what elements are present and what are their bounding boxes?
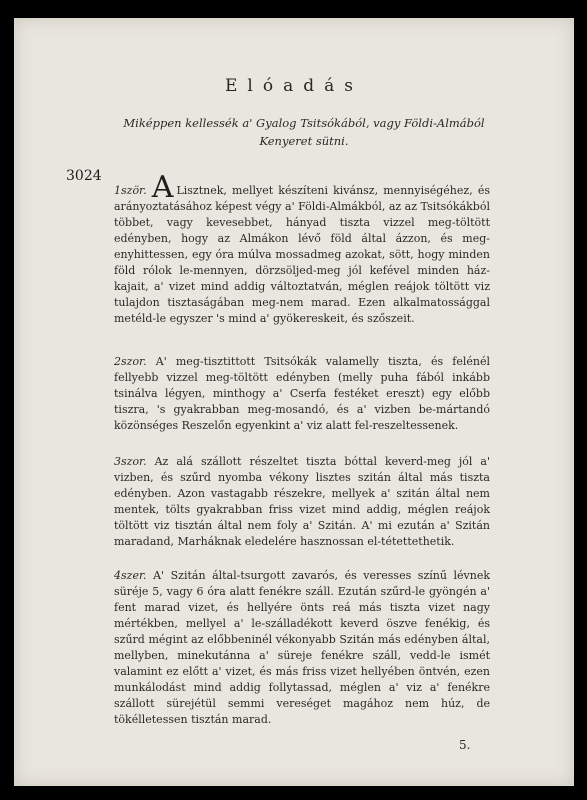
document-title: Elóadás [225,76,363,96]
paragraph-4 [114,568,490,728]
document-page [14,18,574,786]
paragraph-text: Az alá szállott részeltet tiszta bóttal keverd-meg jól a' vizben, és szűrd nyomba vékony lisztes szitán által más tiszta edényben. Azon vastagabb részekre, mellyek a' szitán által nem mentek, tölts gyakrabban friss vizet mind addig, méglen reájok töltött viz tisztán által nem foly a' Szitán. A' mi ezután a' Szitán maradand, Marháknak eledelére hasznossan el-tétettethetik. [114,455,490,548]
paragraph-label: 1ször. [114,184,147,197]
paragraph-text: Lisztnek, mellyet készíteni kivánsz, mennyiségéhez, és arányoztatásához képest végy a' Földi-Almákból, az az Tsitsókákból többet, vagy kevesebbet, hányad tiszta vizzel meg-töltött edényben, hogy az Almákon lévő föld által ázzon, és meg-enyhittessen, egy óra múlva mossadmeg azokat, sött, hogy minden föld rólok le-mennyen, dörzsöljed-meg jól kefével minden ház-kajait, a' vizet mind addig változtatván, méglen reájok töltött viz tulajdon tisztaságában meg-nem marad. Ezen alkalmatossággal metéld-le egyszer 's mind a' gyökereskeit, és szőszeit. [114,184,490,325]
paragraph-text: A' meg-tisztittott Tsitsókák valamelly tiszta, és felénél fellyebb vizzel meg-töltött edényben (melly puha fából inkább tsinálva légyen, minthogy a' Cserfa festéket ereszt) egy előbb tiszra, 's gyakrabban meg-mosandó, és a' vizben be-mártandó közönséges Reszelőn egyenkint a' viz alatt fel-reszeltessenek. [114,355,490,432]
handwritten-page-number: 3024 [66,168,102,184]
paragraph-label: 3szor. [114,455,147,468]
paragraph-3 [114,454,490,550]
signature-mark: 5. [459,738,471,752]
paragraph-text: A' Szitán által-tsurgott zavarós, és veresses színű lévnek süréje 5, vagy 6 óra alatt fenékre száll. Ezután szűrd-le gyöngén a' fent marad vizet, és hellyére önts reá más tiszta vizet nagy mértékben, mellyel a' le-szálladékott keverd öszve fenékig, és szűrd mégint az előbbeninél vékonyabb Szitán más edényben által, mellyben, minekutánna a' süreje fenékre száll, vedd-le ismét valamint ez előtt a' vizet, és más friss vizet hellyében öntvén, ezen munkálodást mind addig follytassad, méglen a' viz a' fenékre szállott sürejétül semmi vereséget magához nem húz, de tökélletessen tisztán marad. [114,569,490,726]
drop-cap: A [151,170,174,205]
paragraph-label: 2szor. [114,355,147,368]
document-subtitle: Miképpen kellessék a' Gyalog Tsitsókából, vagy Földi-Almából Kenyeret sütni. [123,116,485,148]
paragraph-2 [114,354,490,434]
paragraph-1 [114,170,490,327]
paragraph-label: 4szer. [114,569,147,582]
